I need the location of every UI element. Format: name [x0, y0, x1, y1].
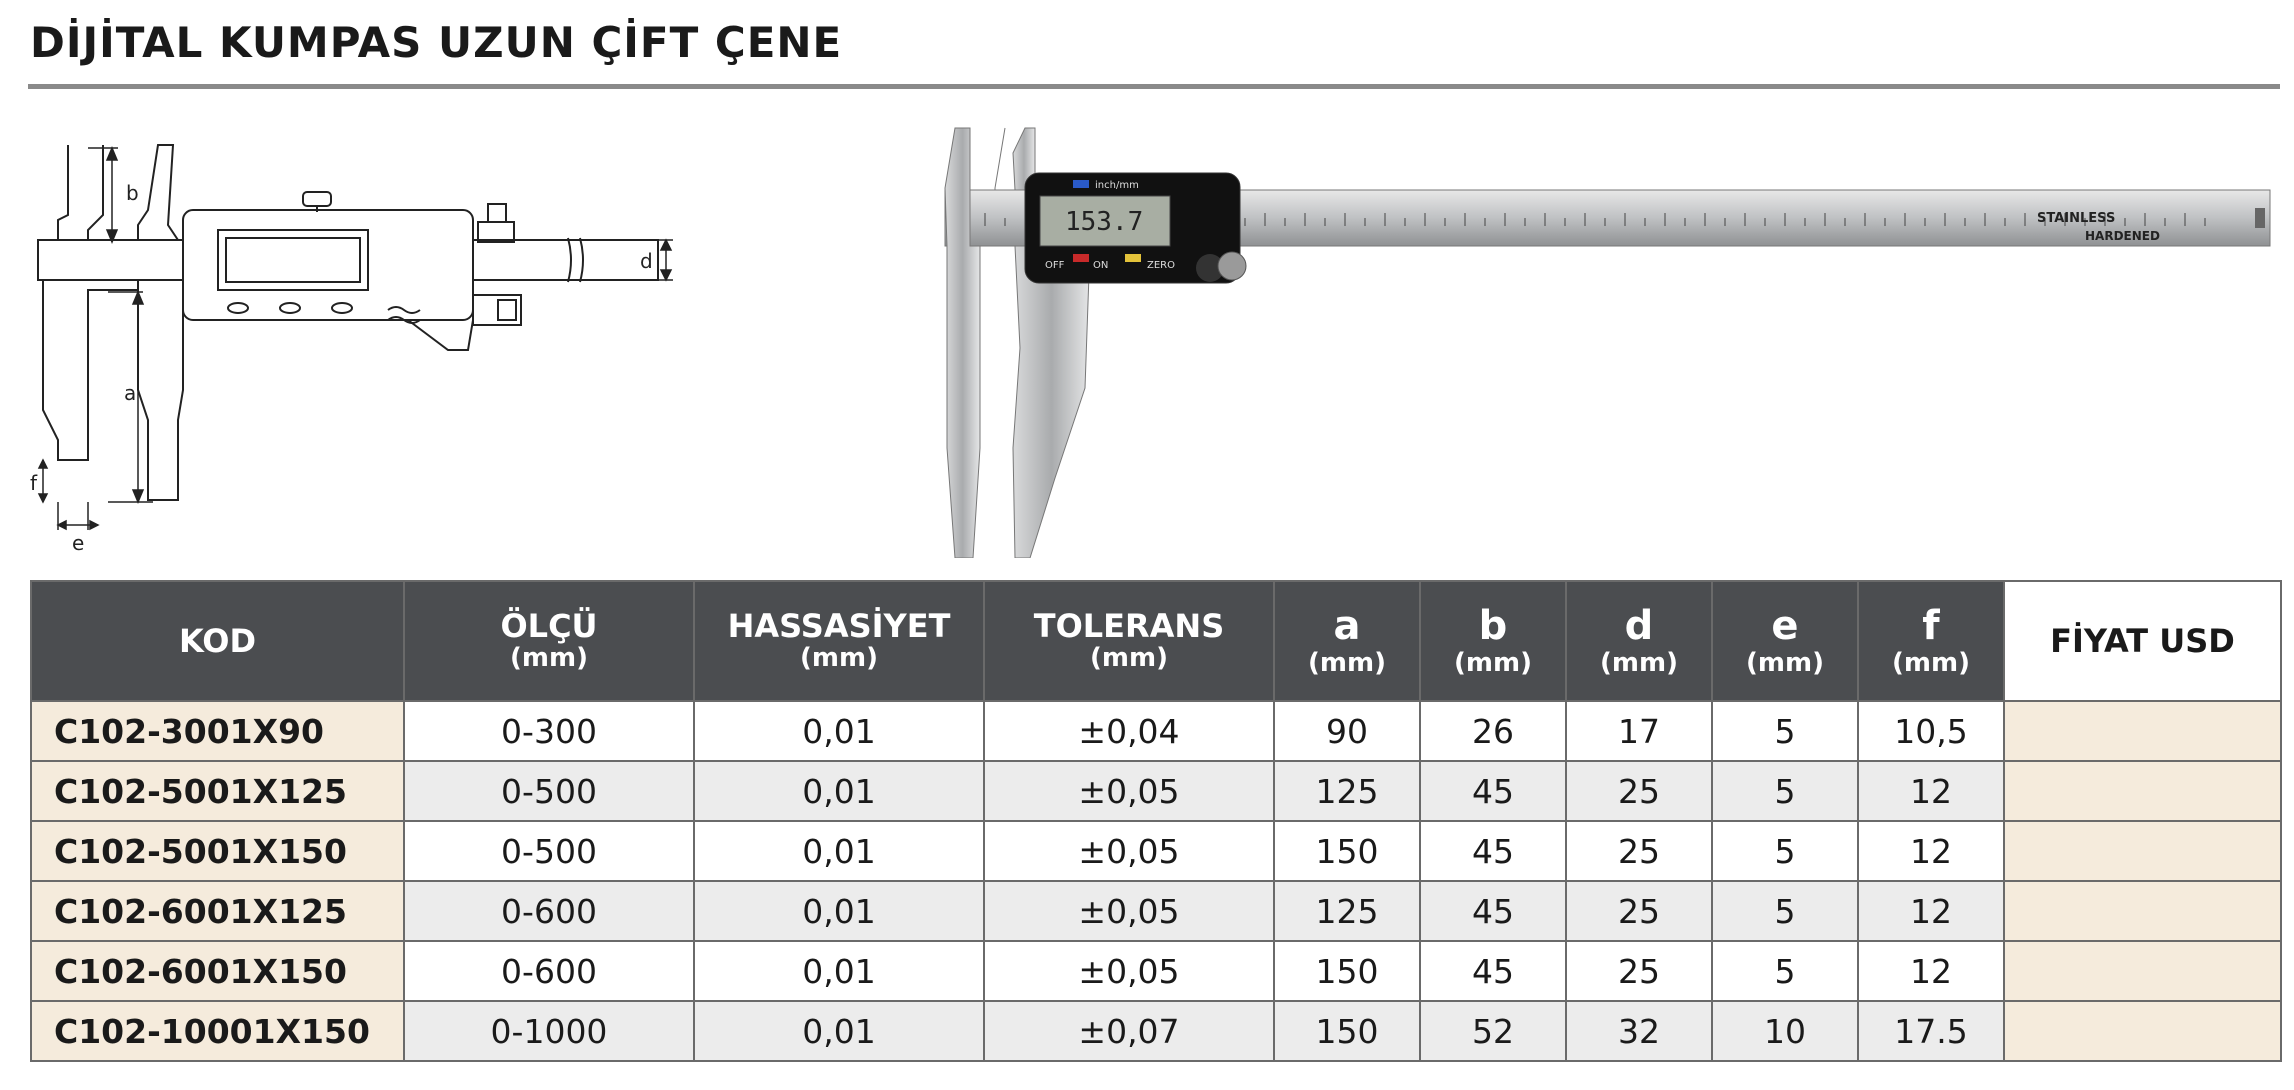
- table-row: [31, 701, 2281, 761]
- lcd-reading: 153.7: [1065, 207, 1144, 237]
- cell-f: 12: [1858, 761, 2004, 821]
- spec-table: [30, 580, 2282, 1062]
- page-title: DİJİTAL KUMPAS UZUN ÇİFT ÇENE: [30, 18, 843, 67]
- cell-fiyat: [2004, 821, 2281, 881]
- table-row: [31, 1001, 2281, 1061]
- cell-hassasiyet: 0,01: [694, 701, 984, 761]
- cell-tolerans: ±0,04: [984, 701, 1274, 761]
- cell-a: 125: [1274, 761, 1420, 821]
- cell-a: 90: [1274, 701, 1420, 761]
- cell-f: 10,5: [1858, 701, 2004, 761]
- header-hassasiyet: HASSASİYET (mm): [694, 581, 984, 701]
- cell-b: 26: [1420, 701, 1566, 761]
- cell-e: 5: [1712, 761, 1858, 821]
- cell-tolerans: ±0,05: [984, 941, 1274, 1001]
- cell-kod: C102-10001X150: [31, 1001, 404, 1061]
- cell-d: 25: [1566, 761, 1712, 821]
- label-b: b: [126, 181, 139, 205]
- cell-d: 25: [1566, 941, 1712, 1001]
- cell-fiyat: [2004, 1001, 2281, 1061]
- off-label: OFF: [1045, 260, 1065, 271]
- title-underline: [28, 84, 2280, 89]
- cell-d: 17: [1566, 701, 1712, 761]
- beam-hardened-text: HARDENED: [2085, 229, 2160, 243]
- cell-b: 52: [1420, 1001, 1566, 1061]
- cell-a: 150: [1274, 1001, 1420, 1061]
- cell-fiyat: [2004, 941, 2281, 1001]
- cell-d: 32: [1566, 1001, 1712, 1061]
- cell-tolerans: ±0,05: [984, 761, 1274, 821]
- header-fiyat: FİYAT USD: [2004, 581, 2281, 701]
- cell-hassasiyet: 0,01: [694, 761, 984, 821]
- cell-a: 125: [1274, 881, 1420, 941]
- cell-f: 12: [1858, 881, 2004, 941]
- cell-b: 45: [1420, 821, 1566, 881]
- cell-d: 25: [1566, 881, 1712, 941]
- cell-kod: C102-3001X90: [31, 701, 404, 761]
- label-d: d: [640, 249, 653, 273]
- header-tolerans: TOLERANS (mm): [984, 581, 1274, 701]
- label-e: e: [72, 531, 85, 555]
- cell-fiyat: [2004, 761, 2281, 821]
- cell-tolerans: ±0,05: [984, 821, 1274, 881]
- header-a: a (mm): [1274, 581, 1420, 701]
- cell-hassasiyet: 0,01: [694, 881, 984, 941]
- cell-fiyat: [2004, 701, 2281, 761]
- on-label: ON: [1093, 260, 1109, 271]
- cell-kod: C102-5001X150: [31, 821, 404, 881]
- cell-kod: C102-6001X125: [31, 881, 404, 941]
- cell-a: 150: [1274, 941, 1420, 1001]
- cell-d: 25: [1566, 821, 1712, 881]
- caliper-dimension-diagram: [28, 130, 688, 560]
- cell-hassasiyet: 0,01: [694, 941, 984, 1001]
- label-a: a: [124, 381, 137, 405]
- header-d: d (mm): [1566, 581, 1712, 701]
- cell-b: 45: [1420, 761, 1566, 821]
- cell-hassasiyet: 0,01: [694, 1001, 984, 1061]
- header-b: b (mm): [1420, 581, 1566, 701]
- beam-stainless-text: STAINLESS: [2037, 211, 2116, 226]
- cell-e: 5: [1712, 821, 1858, 881]
- cell-a: 150: [1274, 821, 1420, 881]
- cell-b: 45: [1420, 881, 1566, 941]
- table-row: [31, 881, 2281, 941]
- header-e: e (mm): [1712, 581, 1858, 701]
- cell-f: 17.5: [1858, 1001, 2004, 1061]
- cell-hassasiyet: 0,01: [694, 821, 984, 881]
- cell-fiyat: [2004, 881, 2281, 941]
- zero-label: ZERO: [1147, 260, 1175, 271]
- header-f: f (mm): [1858, 581, 2004, 701]
- header-row: [31, 581, 2281, 701]
- cell-tolerans: ±0,07: [984, 1001, 1274, 1061]
- cell-olcu: 0-600: [404, 881, 694, 941]
- cell-olcu: 0-500: [404, 821, 694, 881]
- cell-olcu: 0-300: [404, 701, 694, 761]
- header-olcu: ÖLÇÜ (mm): [404, 581, 694, 701]
- cell-olcu: 0-1000: [404, 1001, 694, 1061]
- caliper-product-photo: [925, 118, 2285, 558]
- label-f: f: [30, 471, 38, 495]
- table-row: [31, 761, 2281, 821]
- cell-e: 10: [1712, 1001, 1858, 1061]
- cell-b: 45: [1420, 941, 1566, 1001]
- header-kod: KOD: [31, 581, 404, 701]
- table-row: [31, 941, 2281, 1001]
- cell-e: 5: [1712, 701, 1858, 761]
- cell-f: 12: [1858, 821, 2004, 881]
- cell-f: 12: [1858, 941, 2004, 1001]
- cell-kod: C102-6001X150: [31, 941, 404, 1001]
- cell-olcu: 0-600: [404, 941, 694, 1001]
- cell-e: 5: [1712, 881, 1858, 941]
- cell-e: 5: [1712, 941, 1858, 1001]
- unit-button-label: inch/mm: [1095, 180, 1139, 191]
- cell-tolerans: ±0,05: [984, 881, 1274, 941]
- cell-olcu: 0-500: [404, 761, 694, 821]
- cell-kod: C102-5001X125: [31, 761, 404, 821]
- table-row: [31, 821, 2281, 881]
